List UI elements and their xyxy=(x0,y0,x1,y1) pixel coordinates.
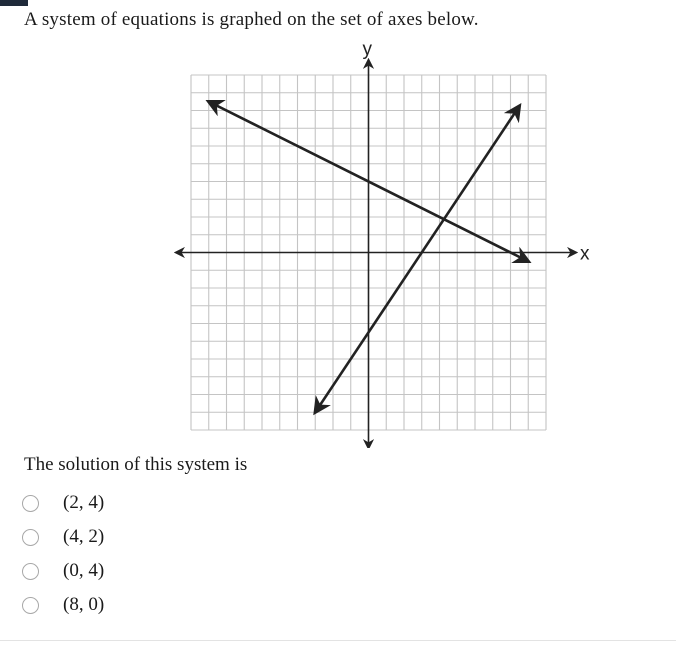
choice-option-4[interactable] xyxy=(22,588,104,622)
choice-option-1[interactable] xyxy=(22,486,104,520)
graphed-line-2 xyxy=(315,106,519,412)
choice-label: (2, 4) xyxy=(63,492,105,513)
choice-option-2[interactable] xyxy=(22,520,104,554)
radio-button-icon[interactable] xyxy=(22,529,39,546)
divider xyxy=(0,640,676,641)
choice-option-3[interactable] xyxy=(22,554,104,588)
choice-label: (8, 0) xyxy=(63,594,105,615)
radio-button-icon[interactable] xyxy=(22,495,39,512)
y-axis-label: y xyxy=(362,39,372,60)
answer-choices xyxy=(22,486,104,622)
question-text: A system of equations is graphed on the set of axes below. xyxy=(24,9,479,30)
x-axis-label: x xyxy=(580,243,590,265)
graph-svg xyxy=(170,38,590,448)
coordinate-graph xyxy=(170,38,590,448)
choice-label: (4, 2) xyxy=(63,526,105,547)
prompt-text: The solution of this system is xyxy=(24,454,248,475)
corner-tab-marker xyxy=(0,0,28,6)
choice-label: (0, 4) xyxy=(63,560,105,581)
radio-button-icon[interactable] xyxy=(22,597,39,614)
radio-button-icon[interactable] xyxy=(22,563,39,580)
